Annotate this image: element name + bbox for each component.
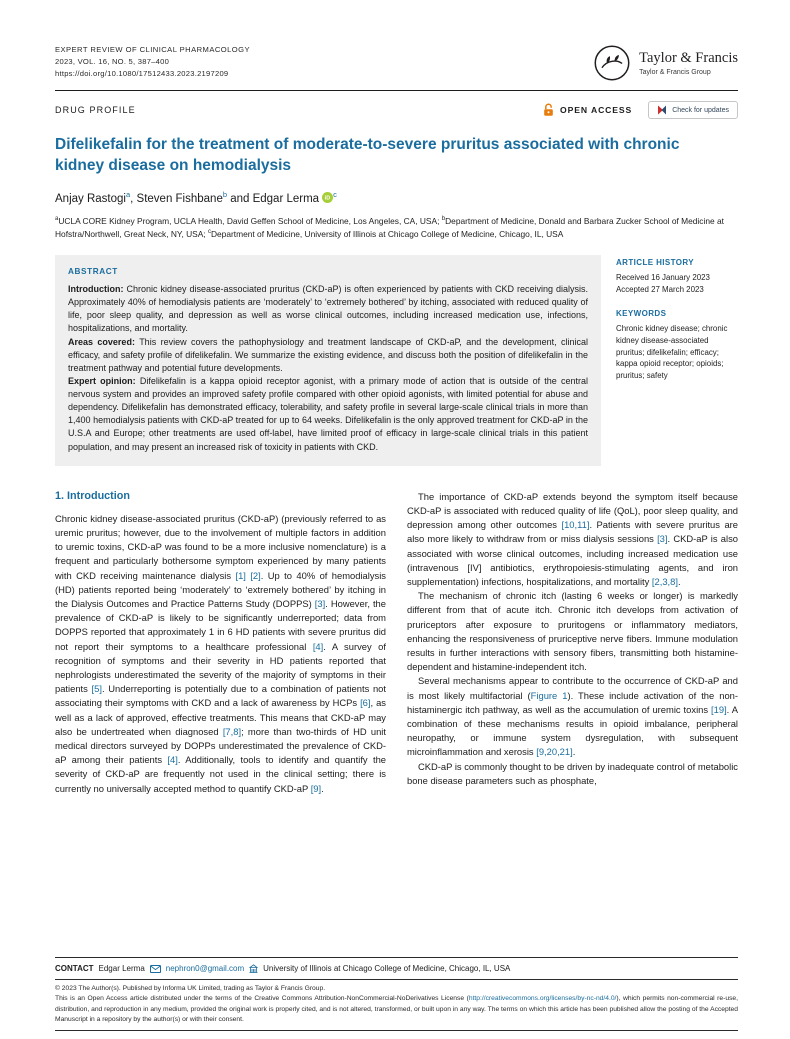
- open-lock-icon: [542, 103, 555, 117]
- page-footer: [55, 957, 738, 1031]
- citation-link[interactable]: [5]: [91, 683, 102, 695]
- open-access-badge: [542, 103, 632, 117]
- citation-link[interactable]: [4]: [167, 754, 178, 766]
- license-text: This is an Open Access article distributed under the terms of the Creative Commons Attribution-NonCommercial-NoDerivatives License (http://creativecommons.org/licenses/by-nc-nd/4.0/), which permits non-commercial re-use, distribution, and reproduction in any medium, provided the original work is properly cited, and is not altered, transformed, or built upon in any way. The terms on which this article has been published allow the posting of the Accepted Manuscript in a repository by the author(s) or with their consent.: [55, 995, 738, 1023]
- meta-row: [55, 101, 738, 119]
- affiliation-mark: b: [441, 215, 446, 222]
- keywords-heading: KEYWORDS: [616, 309, 667, 319]
- affiliation-mark: c: [207, 229, 211, 236]
- body-paragraph: The importance of CKD-aP extends beyond the symptom itself because CKD-aP is associated with reduced quality of life (QoL), poor sleep quality, and depression among other outcomes [10,11]. Patients with severe pruritus are also more likely to withdraw from or miss dialysis sessions [3]. CKD-aP is also associated with worse clinical outcomes, including increased medication use (intravenous [IV] antibiotics, erythropoiesis-stimulating agents, and iron supplementation) infections, hospitalizations, and mortality [2,3,8].: [407, 490, 738, 587]
- citation-link[interactable]: [19]: [711, 703, 727, 715]
- author-affiliation-mark: b: [222, 189, 228, 199]
- citation-link[interactable]: [6]: [360, 697, 371, 709]
- masthead: [55, 44, 738, 81]
- article-type-label: DRUG PROFILE: [55, 105, 136, 115]
- citation-link[interactable]: [4]: [312, 640, 324, 652]
- section-heading-introduction: 1. Introduction: [55, 489, 130, 502]
- check-for-updates-button[interactable]: [648, 101, 738, 119]
- body-paragraph: Several mechanisms appear to contribute to the occurrence of CKD-aP and is most likely multifactorial (Figure 1). These include activation of the non-histaminergic itch pathway, as well as the accumulation of uremic toxins [19]. A combination of these mechanisms results in opioid imbalance, peripheral neuropathy, or immune system dysregulation, with subsequent microinflammation and xerosis [9,20,21].: [407, 675, 738, 758]
- article-body: [55, 490, 738, 796]
- article-title: Difelikefalin for the treatment of moderate-to-severe pruritus associated with chronic kidney disease on hemodialysis: [55, 136, 680, 175]
- citation-link[interactable]: [3]: [657, 533, 668, 545]
- abstract-text: Difelikefalin is a kappa opioid receptor agonist, with a primary mode of action that is outside of the central nervous system and provides an improved safety profile compared with other opioid agonists, with limited potential for abuse and dependency. Difelikefalin has demonstrated efficacy, tolerability, and safety profile in several large-scale clinical trials in more than 1,400 hemodialysis patients with CKD-aP treated for up to 64 weeks. Difelikefalin is the only approved treatment for CKD-aP in the U.S.A and Europe; other treatments are used off-label, have limited proof of efficacy in large-scale clinical trials in this patient population, and may present an increased risk of toxicity in patients with CKD.: [68, 375, 588, 452]
- journal-issue: 2023, VOL. 16, NO. 5, 387–400: [55, 57, 170, 67]
- author-name: Anjay Rastogi: [55, 192, 126, 205]
- abstract-lead: Areas covered:: [68, 336, 135, 347]
- abstract-row: [55, 255, 738, 466]
- publisher-logo: [594, 45, 738, 81]
- abstract-heading: ABSTRACT: [68, 267, 118, 277]
- publisher-group: Taylor & Francis Group: [639, 69, 711, 76]
- affiliation-text: UCLA CORE Kidney Program, UCLA Health, David Geffen School of Medicine, Los Angeles, CA, USA;: [58, 215, 442, 226]
- left-column: [55, 490, 386, 796]
- abstract-text: This review covers the pathophysiology and treatment landscape of CKD-aP, and the development, clinical efficacy, and safety profile of difelikefalin. We summarize the existing evidence, and discuss both the position of difelikefalin in the treatment pathway and potential future developments.: [68, 336, 588, 373]
- author-separator: and: [227, 192, 253, 205]
- citation-link[interactable]: [9]: [310, 782, 322, 794]
- contact-line: [55, 957, 738, 979]
- author-name: Edgar Lerma: [252, 192, 320, 205]
- abstract-introduction: [68, 283, 588, 336]
- check-for-updates-label: Check for updates: [672, 106, 729, 114]
- contact-label: CONTACT: [55, 964, 94, 974]
- body-paragraph: Chronic kidney disease-associated pruritus (CKD-aP) (previously referred to as uremic pruritus; however, due to the involvement of multiple factors in addition to uremic toxins, CKD-aP was found to be a more inclusive nomenclature) is a frequent and particularly bothersome symptom experienced by many patients with CKD receiving maintenance dialysis [1] [2]. Up to 40% of hemodialysis (HD) patients reported being ‘moderately’ to ‘extremely bothered’ by itching in the Dialysis Outcomes and Practice Patterns Study (DOPPS) [3]. However, the prevalence of CKD-aP is likely to be significantly underreported; data from DOPPS reported that approximately 1 in 6 HD patients with severe pruritus did not report their symptoms to a healthcare professional [4]. A survey of recognition of symptoms and their severity in HD patients reported that nephrologists underestimated the severity of the majority of symptoms in their patients [5]. Underreporting is potentially due to a combination of patients not associating their symptoms with CKD and a lack of awareness by HCPs [6], as well as a lack of approved, effective treatments. This means that CKD-aP may also be undertreated when diagnosed [7,8]; more than two-thirds of HD unit medical directors surveyed by DOPPs underestimated the prevalence of CKD-aP among their patients [4]. Additionally, tools to identify and quantify the severity of CKD-aP are frequently not used in the clinical setting; there is currently no universally accepted method to quantify CKD-aP [9].: [55, 512, 386, 794]
- email-icon: [150, 965, 161, 973]
- svg-text:iD: iD: [324, 195, 331, 202]
- taylor-francis-logo-icon: [594, 45, 630, 81]
- publisher-wordmark: [639, 50, 738, 76]
- affiliations: [55, 215, 735, 242]
- affiliation-mark: a: [55, 215, 59, 222]
- citation-link[interactable]: [9,20,21]: [536, 746, 573, 758]
- header-divider: [55, 90, 738, 91]
- open-access-label: OPEN ACCESS: [560, 105, 633, 115]
- contact-affiliation: University of Illinois at Chicago College of Medicine, Chicago, IL, USA: [263, 964, 511, 974]
- journal-title: EXPERT REVIEW OF CLINICAL PHARMACOLOGY: [55, 45, 251, 54]
- legal-block: [55, 979, 738, 1031]
- abstract-expert-opinion: [68, 375, 588, 454]
- affiliation-text: Department of Medicine, Donald and Barbara Zucker School of Medicine at Hofstra/Northwell, Great Neck, NY, USA;: [55, 215, 724, 239]
- keywords-list: Chronic kidney disease; chronic kidney disease-associated pruritus; difelikefalin; efficacy; kappa opioid receptor; opioids; pruritus; safety: [616, 324, 728, 380]
- abstract-areas-covered: [68, 336, 588, 375]
- abstract-lead: Expert opinion:: [68, 375, 136, 386]
- citation-link[interactable]: [2]: [250, 569, 261, 581]
- abstract-lead: Introduction:: [68, 284, 124, 295]
- doi-link[interactable]: https://doi.org/10.1080/17512433.2023.2197209: [55, 69, 229, 79]
- orcid-icon[interactable]: [322, 192, 333, 203]
- meta-right: [542, 101, 738, 119]
- citation-link[interactable]: [1]: [235, 569, 246, 581]
- author-line: [55, 190, 738, 205]
- author-affiliation-mark: c: [333, 189, 337, 199]
- author-affiliation-mark: a: [125, 189, 131, 199]
- received-date: Received 16 January 2023: [616, 272, 710, 282]
- copyright-line: © 2023 The Author(s). Published by Informa UK Limited, trading as Taylor & Francis Group.: [55, 985, 326, 993]
- right-column: [407, 490, 738, 796]
- abstract-text: Chronic kidney disease-associated pruritus (CKD-aP) is often experienced by patients with CKD receiving dialysis. Approximately 40% of hemodialysis patients are ‘moderately’ to ‘extremely bothered’ by itching, associated with reduced quality of life, poor sleep quality, and depression as well as worse clinical outcomes, including increased medication use, infections, hospitalizations, and mortality.: [68, 284, 588, 334]
- author-name: Steven Fishbane: [136, 192, 223, 205]
- publisher-name: Taylor & Francis: [639, 50, 738, 66]
- body-paragraph: CKD-aP is commonly thought to be driven by inadequate control of metabolic bone disease parameters such as phosphate,: [407, 760, 738, 786]
- article-history-heading: ARTICLE HISTORY: [616, 258, 695, 268]
- citation-link[interactable]: [3]: [314, 597, 326, 609]
- body-paragraph: The mechanism of chronic itch (lasting 6 weeks or longer) is markedly different from that of acute itch. Chronic itch develops from activation of pruriceptors after exposure to pruritogens or inflammatory mediators, enhancing the responsiveness of pruriceptive nerve fibers. Immune modulation results in further interactions with sensory fibers, transmitting both histamine-dependent and histamine-independent itch.: [407, 590, 738, 673]
- figure-link[interactable]: Figure 1: [530, 689, 568, 701]
- affiliation-text: Department of Medicine, University of Illinois at Chicago College of Medicine, Chicago, IL, USA: [210, 228, 564, 239]
- accepted-date: Accepted 27 March 2023: [616, 284, 704, 294]
- article-sidebar: [616, 255, 738, 466]
- contact-name: Edgar Lerma: [98, 964, 145, 974]
- crossmark-icon: [657, 105, 667, 115]
- citation-link[interactable]: [10,11]: [561, 519, 590, 531]
- contact-email-link[interactable]: nephron0@gmail.com: [165, 964, 245, 974]
- citation-link[interactable]: [7,8]: [222, 725, 242, 737]
- abstract-box: [55, 255, 601, 466]
- license-url-link[interactable]: http://creativecommons.org/licenses/by-nc-nd/4.0/: [468, 995, 617, 1003]
- institution-icon: [249, 964, 258, 973]
- citation-link[interactable]: [2,3,8]: [651, 575, 678, 587]
- author-separator: ,: [130, 192, 137, 205]
- journal-info: [55, 44, 250, 80]
